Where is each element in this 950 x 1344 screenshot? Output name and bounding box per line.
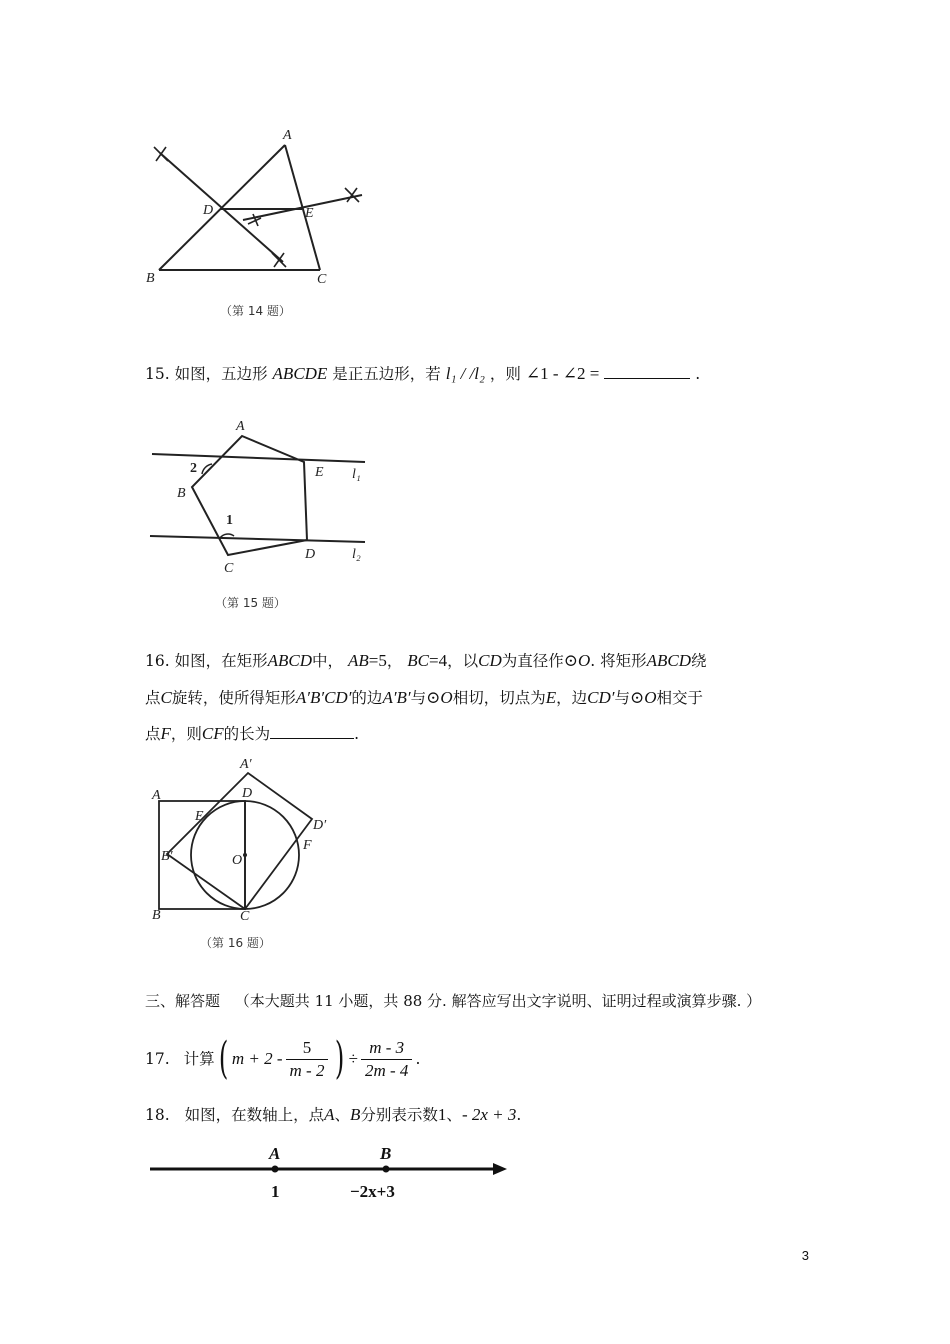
number-line-drawing <box>145 1140 515 1210</box>
question-15 <box>145 364 700 384</box>
q15-text-3: ，则 <box>489 365 521 383</box>
q15-angle-expr: ∠1 - ∠2 = <box>525 364 600 383</box>
fig14-label-a: A <box>283 128 292 143</box>
fig16-label-f: F <box>303 838 312 853</box>
q18-math: A <box>324 1105 335 1124</box>
q18-text: 、 <box>334 1106 351 1124</box>
question-18 <box>145 1105 521 1125</box>
section-3-header <box>145 991 761 1011</box>
fig16-label-d: D <box>242 786 253 801</box>
figure-15-drawing <box>140 412 390 617</box>
fig14-label-d: D <box>203 203 214 218</box>
fig15-label-angle-1: 1 <box>226 513 233 528</box>
q17-end: . <box>415 1050 421 1068</box>
q17-head: m + 2 - <box>231 1049 283 1068</box>
question-16-line-3 <box>145 724 359 744</box>
fig15-label-l2: l₂ <box>352 547 361 562</box>
q16-math: C <box>160 688 172 707</box>
q16-text: . 将矩形 <box>590 652 647 670</box>
q16-math: ⊙O <box>426 688 453 707</box>
q16-math: E <box>545 688 557 707</box>
fig14-label-b: B <box>146 271 155 286</box>
q17-frac2-numerator: m - 3 <box>361 1037 412 1060</box>
question-16-line-1 <box>145 651 707 671</box>
fig14-label-c: C <box>317 272 327 287</box>
q16-end: . <box>354 725 360 743</box>
q18-math: - 2x + 3 <box>461 1105 517 1124</box>
q16-text: 中， <box>312 652 344 670</box>
fig16-label-a-prime: A′ <box>240 757 252 772</box>
q16-answer-blank <box>270 724 354 739</box>
q17-right-paren: ) <box>335 1033 345 1084</box>
fig14-caption: （第 14 题） <box>220 304 291 318</box>
q16-math: CD′ <box>587 688 615 707</box>
fig15-label-a: A <box>236 419 245 434</box>
q17-frac1-denominator: m - 2 <box>289 1060 325 1080</box>
numberline-value-b: −2x+3 <box>350 1182 395 1201</box>
q16-text: ， <box>386 652 403 670</box>
q15-text-2: 是正五边形，若 <box>332 365 441 383</box>
q15-end: . <box>695 365 701 383</box>
q16-text: 点 <box>145 689 161 707</box>
fig15-label-d: D <box>305 547 316 562</box>
q16-text: 相交于 <box>656 689 704 707</box>
section-3-note: （本大题共 11 小题，共 88 分. 解答应写出文字说明、证明过程或演算步骤. ） <box>234 992 762 1010</box>
fig16-caption: （第 16 题） <box>200 936 271 950</box>
q16-math: =4 <box>429 651 448 670</box>
q16-text: 点 <box>145 725 161 743</box>
q16-text: 如图，在矩形 <box>174 652 268 670</box>
q17-frac2-denominator: 2m - 4 <box>364 1060 409 1080</box>
q18-text: 分别表示数 <box>360 1106 438 1124</box>
fig15-label-b: B <box>177 486 186 501</box>
q18-math: B <box>350 1105 361 1124</box>
q16-math: F <box>160 724 171 743</box>
fig16-label-o: O <box>232 853 243 868</box>
figure-14 <box>140 125 390 325</box>
q16-math: A′B′CD′ <box>295 688 352 707</box>
q16-math: BC <box>407 651 430 670</box>
q16-text: ，则 <box>170 725 202 743</box>
q15-number: 15. <box>145 365 170 383</box>
q16-text: 为直径作 <box>501 652 564 670</box>
section-3-title: 三、解答题 <box>145 992 221 1010</box>
fig15-caption: （第 15 题） <box>215 596 286 610</box>
fig15-label-l1: l₁ <box>352 467 361 482</box>
fig15-label-c: C <box>224 561 234 576</box>
q17-frac1-numerator: 5 <box>286 1037 329 1060</box>
q16-math: ⊙O <box>629 688 657 707</box>
q15-parallel: l₁ / /l₂ <box>445 364 485 383</box>
question-16-line-2 <box>145 688 703 708</box>
figure-16 <box>145 752 345 957</box>
page-number: 3 <box>801 1248 809 1263</box>
q16-text: ，边 <box>556 689 588 707</box>
q18-end: . <box>516 1106 522 1124</box>
q16-math: ⊙O <box>563 651 591 670</box>
q17-left-paren: ( <box>218 1033 228 1084</box>
q17-number: 17. <box>145 1050 170 1068</box>
fig16-label-b: B <box>152 908 161 923</box>
q16-math: ABCD <box>267 651 312 670</box>
q18-text: 、 <box>446 1106 462 1124</box>
q16-math: AB <box>347 651 369 670</box>
q16-text: 旋转，使所得矩形 <box>171 689 296 707</box>
q16-math: CF <box>201 724 224 743</box>
fig16-label-e: E <box>195 809 204 824</box>
q16-math: A′B′ <box>382 688 411 707</box>
figure-15 <box>140 412 390 617</box>
numberline-value-a: 1 <box>271 1182 280 1201</box>
q16-text: 与 <box>614 689 630 707</box>
q16-text: 的边 <box>351 689 383 707</box>
fig14-label-e: E <box>305 206 314 221</box>
fig16-label-c: C <box>240 909 250 924</box>
q17-fraction-2 <box>361 1037 412 1082</box>
fig16-label-a: A <box>152 788 161 803</box>
question-17 <box>145 1030 420 1088</box>
q16-text: 与 <box>410 689 427 707</box>
q16-text: 的长为 <box>223 725 271 743</box>
q16-math: =5 <box>368 651 387 670</box>
q17-fraction-1 <box>286 1037 329 1082</box>
q17-divide: ÷ <box>348 1049 358 1068</box>
figure-14-drawing <box>140 125 390 325</box>
q18-text: 如图，在数轴上，点 <box>184 1106 325 1124</box>
figure-16-drawing <box>145 752 345 957</box>
numberline-label-a: A <box>269 1144 281 1163</box>
q16-math: ABCD <box>646 651 692 670</box>
q18-math: 1 <box>437 1105 447 1124</box>
q15-text-1: 如图，五边形 <box>174 365 268 383</box>
number-line-figure <box>145 1140 515 1210</box>
q16-text: 绕 <box>691 652 707 670</box>
numberline-label-b: B <box>380 1144 392 1163</box>
fig15-label-angle-2: 2 <box>190 461 197 476</box>
q18-number: 18. <box>145 1106 170 1124</box>
q16-text: 相切，切点为 <box>452 689 546 707</box>
q15-answer-blank <box>604 364 690 379</box>
fig16-label-b-prime: B′ <box>161 849 173 864</box>
fig15-label-e: E <box>315 465 324 480</box>
q16-math: CD <box>478 651 502 670</box>
q17-label: 计算 <box>183 1050 215 1068</box>
fig16-label-d-prime: D′ <box>313 818 327 833</box>
q16-number: 16. <box>145 652 170 670</box>
q16-text: ，以 <box>447 652 479 670</box>
q15-pentagon: ABCDE <box>272 364 328 383</box>
